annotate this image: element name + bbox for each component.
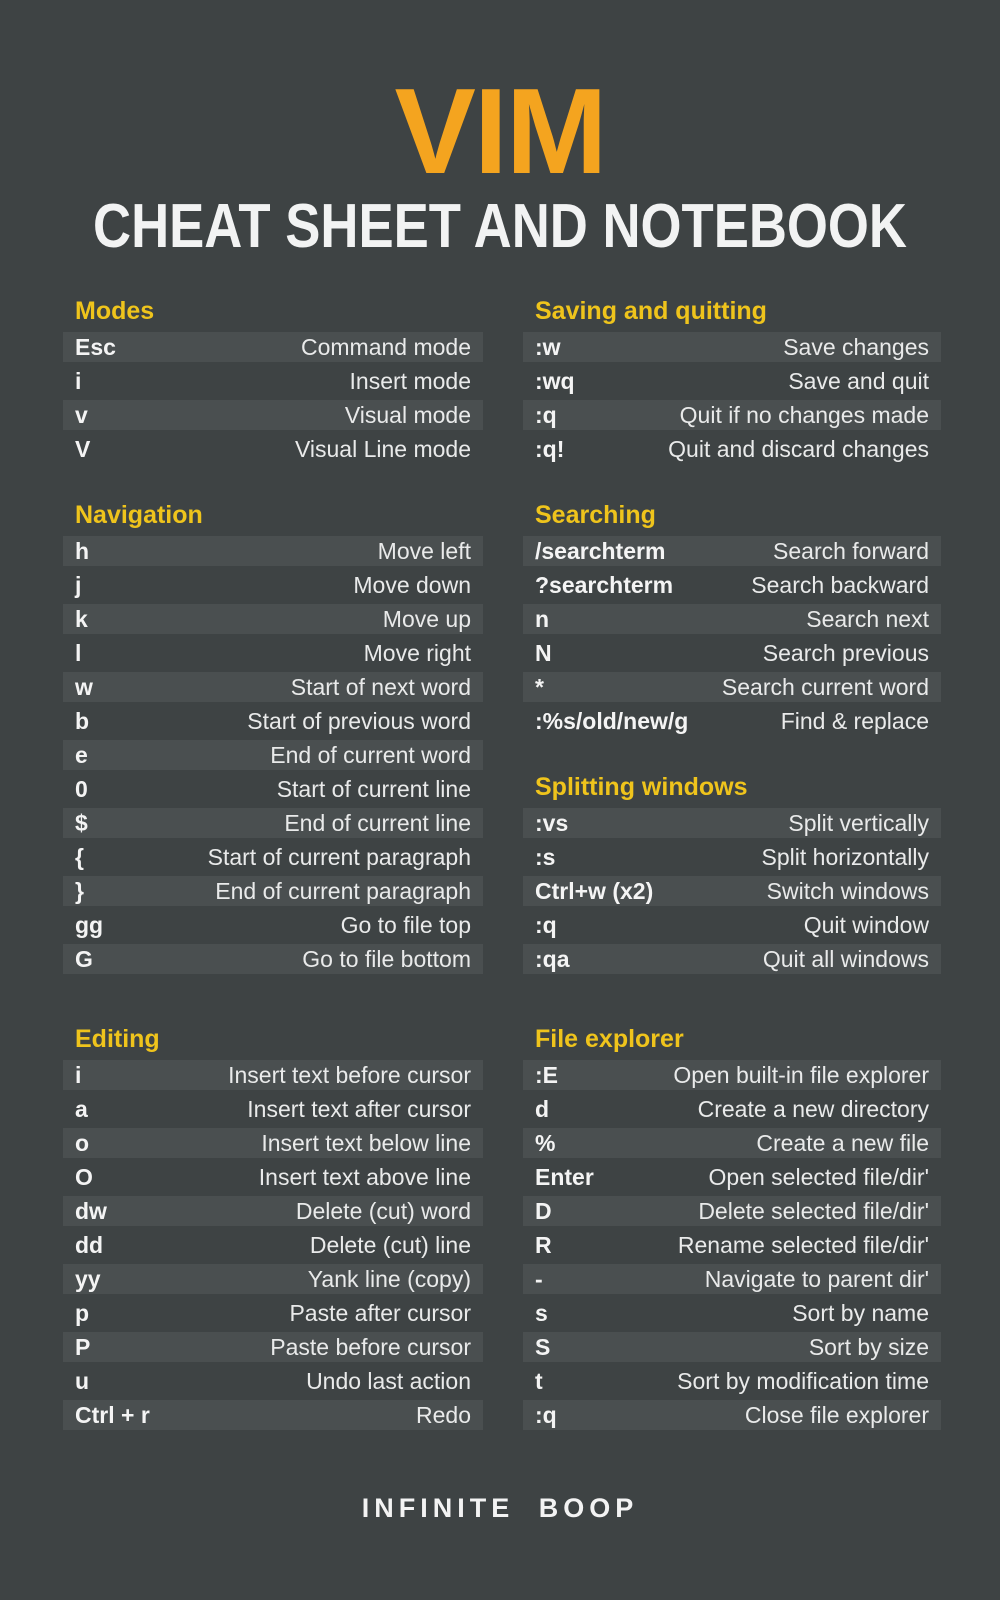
shortcut-description: Open built-in file explorer xyxy=(673,1062,929,1088)
shortcut-row xyxy=(523,1264,941,1294)
shortcut-description: Sort by name xyxy=(792,1300,929,1326)
shortcut-key: ?searchterm xyxy=(535,572,674,598)
section-title: Searching xyxy=(535,501,656,529)
shortcut-row xyxy=(63,536,483,566)
shortcut-key: a xyxy=(75,1096,88,1122)
shortcut-key: i xyxy=(75,1062,82,1088)
shortcut-description: Insert text above line xyxy=(258,1164,471,1190)
shortcut-key: l xyxy=(75,640,82,666)
shortcut-key: :q xyxy=(535,912,557,938)
shortcut-row xyxy=(63,808,483,838)
shortcut-key: { xyxy=(75,844,84,870)
shortcut-key: Esc xyxy=(75,334,116,360)
shortcut-description: Go to file top xyxy=(340,912,471,938)
shortcut-row xyxy=(523,1298,941,1328)
shortcut-row xyxy=(523,1128,941,1158)
section-title: Saving and quitting xyxy=(535,297,767,325)
shortcut-list xyxy=(523,1060,941,1430)
shortcut-list xyxy=(523,808,941,974)
shortcut-description: Delete selected file/dir' xyxy=(698,1198,929,1224)
shortcut-description: Save and quit xyxy=(788,368,929,394)
shortcut-row xyxy=(63,944,483,974)
shortcut-row xyxy=(523,672,941,702)
shortcut-row xyxy=(63,332,483,362)
shortcut-description: Visual mode xyxy=(344,402,471,428)
shortcut-row xyxy=(63,366,483,396)
shortcut-key: P xyxy=(75,1334,91,1360)
section-title: Modes xyxy=(75,297,155,325)
shortcut-description: Quit if no changes made xyxy=(679,402,929,428)
shortcut-description: End of current word xyxy=(270,742,471,768)
shortcut-key: Enter xyxy=(535,1164,594,1190)
shortcut-key: Ctrl+w (x2) xyxy=(535,878,654,904)
shortcut-key: t xyxy=(535,1368,543,1394)
shortcut-row xyxy=(523,1196,941,1226)
shortcut-row xyxy=(63,1162,483,1192)
shortcut-key: w xyxy=(75,674,93,700)
shortcut-description: Go to file bottom xyxy=(302,946,471,972)
shortcut-row xyxy=(63,672,483,702)
shortcut-key: :s xyxy=(535,844,556,870)
shortcut-description: Rename selected file/dir' xyxy=(677,1232,929,1258)
shortcut-description: Split vertically xyxy=(788,810,929,836)
shortcut-description: Insert text below line xyxy=(261,1130,471,1156)
shortcut-row xyxy=(523,910,941,940)
shortcut-row xyxy=(63,434,483,464)
shortcut-row xyxy=(523,1230,941,1260)
shortcut-row xyxy=(63,910,483,940)
shortcut-row xyxy=(63,706,483,736)
shortcut-row xyxy=(63,1400,483,1430)
shortcut-description: Command mode xyxy=(300,334,471,360)
section-editing xyxy=(63,1024,483,1434)
shortcut-description: Sort by size xyxy=(808,1334,929,1360)
shortcut-row xyxy=(63,1230,483,1260)
shortcut-description: Move down xyxy=(353,572,471,598)
shortcut-row xyxy=(523,808,941,838)
section-title: Navigation xyxy=(75,501,203,529)
shortcut-description: Quit window xyxy=(803,912,929,938)
shortcut-row xyxy=(523,706,941,736)
shortcut-key: D xyxy=(535,1198,552,1224)
shortcut-description: Close file explorer xyxy=(744,1402,929,1428)
shortcut-row xyxy=(63,400,483,430)
shortcut-description: Navigate to parent dir' xyxy=(704,1266,929,1292)
section-file-explorer xyxy=(523,1024,941,1434)
shortcut-key: h xyxy=(75,538,90,564)
shortcut-key: /searchterm xyxy=(535,538,666,564)
shortcut-key: :q xyxy=(535,1402,557,1428)
shortcut-description: Move left xyxy=(377,538,471,564)
shortcut-description: Visual Line mode xyxy=(294,436,471,462)
shortcut-key: :q! xyxy=(535,436,565,462)
shortcut-key: u xyxy=(75,1368,90,1394)
section-title: Editing xyxy=(75,1025,160,1053)
shortcut-description: Find & replace xyxy=(780,708,929,734)
shortcut-row xyxy=(523,570,941,600)
shortcut-row xyxy=(523,1094,941,1124)
page-subtitle: CHEAT SHEET AND NOTEBOOK xyxy=(93,192,907,261)
shortcut-list xyxy=(523,536,941,736)
shortcut-row xyxy=(523,638,941,668)
shortcut-description: Start of previous word xyxy=(247,708,471,734)
shortcut-key: dd xyxy=(75,1232,104,1258)
shortcut-row xyxy=(63,1298,483,1328)
shortcut-key: } xyxy=(75,878,84,904)
shortcut-row xyxy=(523,434,941,464)
shortcut-key: V xyxy=(75,436,91,462)
shortcut-description: Split horizontally xyxy=(761,844,929,870)
shortcut-description: Start of next word xyxy=(290,674,471,700)
shortcut-row xyxy=(523,1366,941,1396)
shortcut-row xyxy=(63,570,483,600)
section-navigation xyxy=(63,500,483,978)
shortcut-description: End of current paragraph xyxy=(215,878,471,904)
shortcut-key: s xyxy=(535,1300,548,1326)
shortcut-description: Yank line (copy) xyxy=(307,1266,471,1292)
shortcut-row xyxy=(63,1332,483,1362)
shortcut-key: N xyxy=(535,640,552,666)
shortcut-key: :w xyxy=(535,334,561,360)
shortcut-row xyxy=(523,332,941,362)
shortcut-description: Insert mode xyxy=(349,368,471,394)
shortcut-description: Search current word xyxy=(721,674,929,700)
shortcut-key: S xyxy=(535,1334,551,1360)
shortcut-description: Undo last action xyxy=(306,1368,471,1394)
shortcut-description: Insert text after cursor xyxy=(247,1096,471,1122)
shortcut-key: j xyxy=(75,572,82,598)
shortcut-list xyxy=(523,332,941,464)
shortcut-row xyxy=(63,638,483,668)
shortcut-row xyxy=(63,1060,483,1090)
shortcut-description: Save changes xyxy=(783,334,929,360)
shortcut-key: b xyxy=(75,708,90,734)
shortcut-description: Move right xyxy=(363,640,471,666)
shortcut-list xyxy=(63,1060,483,1430)
shortcut-row xyxy=(63,1128,483,1158)
shortcut-row xyxy=(63,604,483,634)
shortcut-key: O xyxy=(75,1164,93,1190)
shortcut-key: * xyxy=(535,674,544,700)
shortcut-row xyxy=(63,1366,483,1396)
shortcut-key: :%s/old/new/g xyxy=(535,708,689,734)
shortcut-row xyxy=(523,944,941,974)
shortcut-description: Open selected file/dir' xyxy=(708,1164,929,1190)
shortcut-key: yy xyxy=(75,1266,101,1292)
shortcut-description: Create a new directory xyxy=(697,1096,929,1122)
shortcut-row xyxy=(523,536,941,566)
publisher-logo: INFINITE BOOP xyxy=(361,1493,639,1523)
section-title: Splitting windows xyxy=(535,773,748,801)
shortcut-row xyxy=(63,1196,483,1226)
shortcut-key: e xyxy=(75,742,88,768)
shortcut-key: gg xyxy=(75,912,104,938)
shortcut-row xyxy=(523,1060,941,1090)
shortcut-row xyxy=(63,876,483,906)
shortcut-key: R xyxy=(535,1232,552,1258)
shortcut-row xyxy=(63,740,483,770)
shortcut-row xyxy=(63,1264,483,1294)
shortcut-description: Paste after cursor xyxy=(289,1300,471,1326)
shortcut-description: Redo xyxy=(416,1402,471,1428)
shortcut-row xyxy=(523,1332,941,1362)
shortcut-key: Ctrl + r xyxy=(75,1402,150,1428)
shortcut-list xyxy=(63,536,483,974)
section-saving-and-quitting xyxy=(523,296,941,468)
shortcut-key: d xyxy=(535,1096,550,1122)
shortcut-description: Search previous xyxy=(762,640,929,666)
shortcut-row xyxy=(523,366,941,396)
shortcut-row xyxy=(63,842,483,872)
section-title: File explorer xyxy=(535,1025,684,1053)
shortcut-key: G xyxy=(75,946,93,972)
page-title: VIM xyxy=(394,63,606,199)
shortcut-key: dw xyxy=(75,1198,107,1224)
shortcut-key: k xyxy=(75,606,88,632)
shortcut-row xyxy=(523,876,941,906)
shortcut-description: Delete (cut) line xyxy=(309,1232,471,1258)
shortcut-description: Search backward xyxy=(751,572,929,598)
shortcut-key: o xyxy=(75,1130,90,1156)
section-searching xyxy=(523,500,941,740)
shortcut-key: p xyxy=(75,1300,90,1326)
shortcut-row xyxy=(523,604,941,634)
shortcut-key: $ xyxy=(75,810,88,836)
shortcut-key: 0 xyxy=(75,776,88,802)
shortcut-key: :vs xyxy=(535,810,569,836)
shortcut-description: Quit and discard changes xyxy=(668,436,929,462)
shortcut-description: Sort by modification time xyxy=(677,1368,929,1394)
shortcut-key: i xyxy=(75,368,82,394)
shortcut-description: End of current line xyxy=(284,810,471,836)
shortcut-description: Start of current paragraph xyxy=(207,844,471,870)
shortcut-key: - xyxy=(535,1266,543,1292)
shortcut-key: :wq xyxy=(535,368,575,394)
shortcut-description: Create a new file xyxy=(756,1130,929,1156)
shortcut-key: v xyxy=(75,402,88,428)
shortcut-row xyxy=(523,842,941,872)
shortcut-row xyxy=(523,400,941,430)
shortcut-description: Search forward xyxy=(773,538,929,564)
shortcut-key: :E xyxy=(535,1062,558,1088)
shortcut-row xyxy=(523,1162,941,1192)
shortcut-description: Switch windows xyxy=(766,878,929,904)
shortcut-key: n xyxy=(535,606,550,632)
shortcut-description: Delete (cut) word xyxy=(295,1198,471,1224)
shortcut-description: Quit all windows xyxy=(762,946,929,972)
shortcut-description: Search next xyxy=(806,606,929,632)
shortcut-row xyxy=(523,1400,941,1430)
shortcut-key: :q xyxy=(535,402,557,428)
shortcut-description: Paste before cursor xyxy=(270,1334,471,1360)
shortcut-row xyxy=(63,774,483,804)
shortcut-description: Move up xyxy=(382,606,471,632)
section-modes xyxy=(63,296,483,468)
shortcut-description: Start of current line xyxy=(276,776,471,802)
shortcut-list xyxy=(63,332,483,464)
section-splitting-windows xyxy=(523,772,941,978)
shortcut-description: Insert text before cursor xyxy=(228,1062,471,1088)
shortcut-key: :qa xyxy=(535,946,570,972)
shortcut-row xyxy=(63,1094,483,1124)
shortcut-key: % xyxy=(535,1130,556,1156)
